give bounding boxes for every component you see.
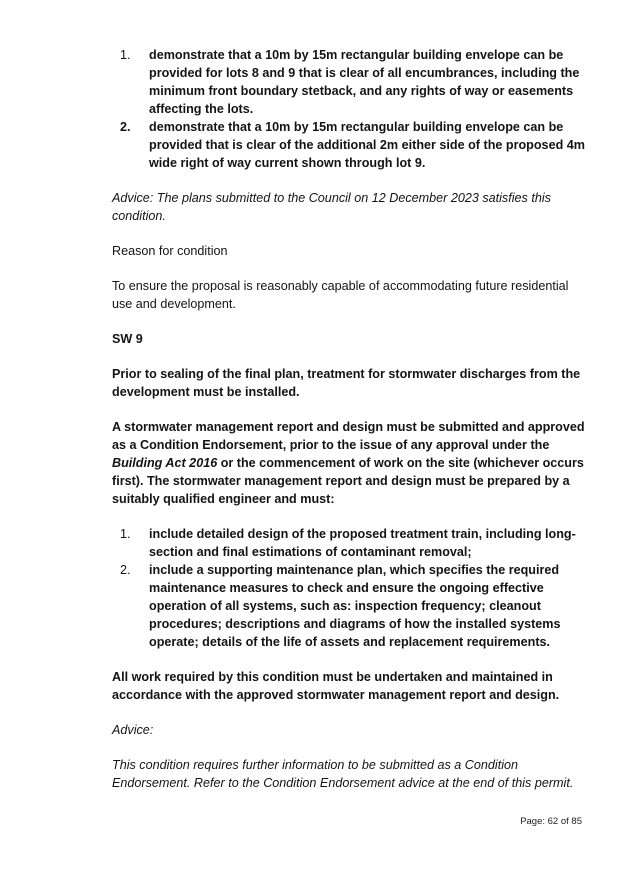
reason-heading: Reason for condition bbox=[112, 244, 228, 258]
list-item-text: demonstrate that a 10m by 15m rectangular building envelope can be provided that is clear of the additional 2m either side of the proposed 4m wide right of way current shown through lot 9. bbox=[149, 120, 585, 170]
list-item bbox=[112, 118, 587, 172]
list-item bbox=[112, 561, 587, 651]
advice-paragraph: This condition requires further information to be submitted as a Condition Endorsement. Refer to the Condition Endorsement advice at the end of this permit. bbox=[112, 758, 574, 790]
reason-text: To ensure the proposal is reasonably capable of accommodating future residential use and development. bbox=[112, 279, 569, 311]
list-number: 2. bbox=[120, 120, 131, 134]
list-number: 1. bbox=[120, 527, 131, 541]
condition-paragraph: All work required by this condition must be undertaken and maintained in accordance with the approved stormwater management report and design. bbox=[112, 670, 560, 702]
list-number: 1. bbox=[120, 48, 131, 62]
act-title: Building Act 2016 bbox=[112, 456, 218, 470]
list-item-text: include a supporting maintenance plan, which specifies the required maintenance measures to check and ensure the ongoing effective operation of all systems, such as: inspection frequency; cleanout procedures; descriptions and diagrams of how the installed systems operate; details of the life of assets and replacement requirements. bbox=[149, 563, 561, 649]
condition-paragraph bbox=[112, 418, 587, 508]
advice-paragraph: Advice: The plans submitted to the Council on 12 December 2023 satisfies this condition. bbox=[112, 191, 551, 223]
condition-text: or the commencement of work on the site (whichever occurs first). The stormwater management report and design must be prepared by a suitably qualified engineer and must: bbox=[112, 456, 584, 506]
stormwater-requirements-list bbox=[112, 525, 587, 651]
list-item bbox=[112, 46, 587, 118]
condition-paragraph: Prior to sealing of the final plan, treatment for stormwater discharges from the development must be installed. bbox=[112, 367, 581, 399]
list-item bbox=[112, 525, 587, 561]
page-content bbox=[112, 46, 587, 792]
advice-label: Advice: bbox=[112, 723, 154, 737]
page-number: Page: 62 of 85 bbox=[520, 816, 582, 827]
condition-text: A stormwater management report and design must be submitted and approved as a Condition Endorsement, prior to the issue of any approval under the bbox=[112, 420, 585, 452]
list-item-text: include detailed design of the proposed treatment train, including long-section and final estimations of contaminant removal; bbox=[149, 527, 576, 559]
list-number: 2. bbox=[120, 563, 131, 577]
list-item-text: demonstrate that a 10m by 15m rectangular building envelope can be provided for lots 8 and 9 that is clear of all encumbrances, including the minimum front boundary stetback, and any rights of way or easements affecting the lots. bbox=[149, 48, 580, 116]
envelope-requirements-list bbox=[112, 46, 587, 172]
condition-heading: SW 9 bbox=[112, 332, 143, 346]
